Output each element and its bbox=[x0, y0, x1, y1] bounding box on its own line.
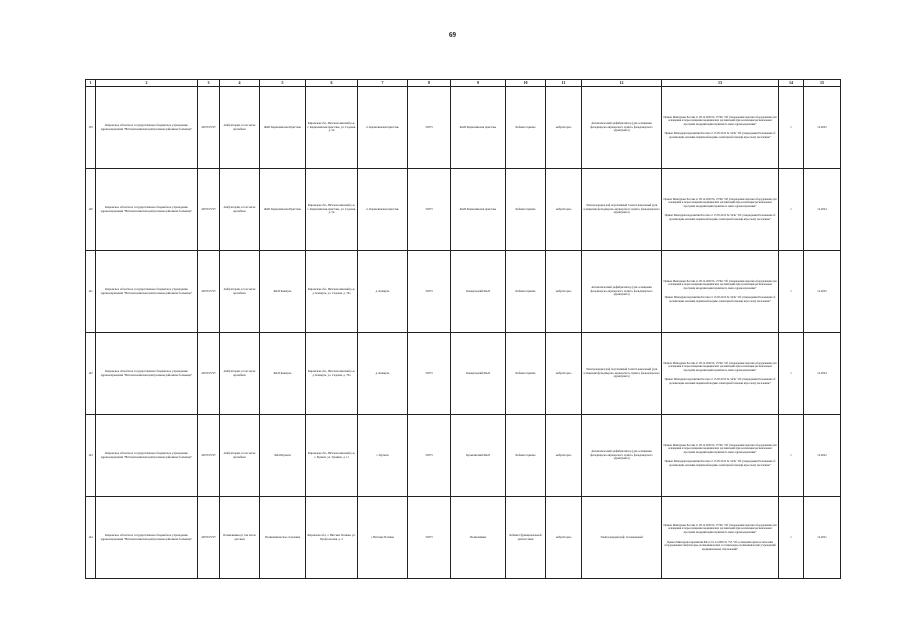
header-cell: 8 bbox=[408, 80, 451, 87]
table-cell: ФАП Кашкуль bbox=[260, 251, 306, 333]
table-cell: амбулаторно bbox=[546, 251, 582, 333]
table-cell: Кировская обл., Вятскополянский р-н, д. Кашкуль, ул. Садовая, д. 79а bbox=[306, 333, 358, 415]
header-cell: 11 bbox=[546, 80, 582, 87]
table-cell: Кабинет приема bbox=[506, 333, 546, 415]
header-row bbox=[86, 80, 841, 87]
table-cell: Кировское областное государственное бюджетное учреждение здравоохранения "Вятскополянская центральная районная больница" bbox=[96, 251, 198, 333]
table-cell: Кабинет приема bbox=[506, 251, 546, 333]
table-cell: Электрокардиограф портативный 3-или 6-канальный (для оснащения фельдшерско-акушерского пункта, фельдшерского здравпункта) bbox=[582, 169, 662, 251]
table-cell: 12.2024 bbox=[804, 333, 841, 415]
equipment-table bbox=[85, 79, 841, 579]
table-cell: Автоматический дефибриллятор (для оснащения фельдшерско-акушерского пункта, фельдшерского здравпункта) bbox=[582, 415, 662, 497]
table-cell: 1 bbox=[779, 87, 804, 169]
table-cell: ФАП Кашкуль bbox=[260, 333, 306, 415]
table-cell: Амбулатория, в том числе врачебная bbox=[220, 333, 260, 415]
table-cell: 4307015727 bbox=[198, 251, 220, 333]
regulation-text: Приказ Минздравсоцразвития России от 15.05.2012 № 543н "Об утверждении Положения об организации оказания первичной медико-санитарной помощи взрослому населению" bbox=[664, 214, 776, 221]
table-cell: 12.2025 bbox=[804, 87, 841, 169]
regulation-cell bbox=[662, 169, 779, 251]
table-cell: Поликлиническое отделение bbox=[260, 497, 306, 579]
table-cell: Кировское областное государственное бюджетное учреждение здравоохранения "Вятскополянская центральная районная больница" bbox=[96, 497, 198, 579]
table-cell: амбулаторно bbox=[546, 415, 582, 497]
regulation-cell bbox=[662, 497, 779, 579]
table-cell: 1 bbox=[779, 333, 804, 415]
regulation-text: Приказ Минздравсоцразвития РФ от 01.12.2005 № 753 "Об оснащении диагностическим оборудованием амбулаторно-поликлинических и стационарно-поликлинических учреждений муниципальных образований" bbox=[664, 540, 776, 551]
header-cell: 9 bbox=[451, 80, 506, 87]
header-cell: 10 bbox=[506, 80, 546, 87]
table-cell: Кировская обл., Вятскополянский р-н, с. Кармалинская пристань, ул. Садовая, д. 5в bbox=[306, 87, 358, 169]
table-cell: 142 bbox=[86, 333, 96, 415]
table-cell: Электрокардиограф 12-канальный bbox=[582, 497, 662, 579]
table-cell: 31873 bbox=[408, 169, 451, 251]
table-cell: Амбулатория, в том числе врачебная bbox=[220, 251, 260, 333]
table-cell: 12.2022 bbox=[804, 415, 841, 497]
table-cell: 144 bbox=[86, 497, 96, 579]
table-row bbox=[86, 497, 841, 579]
table-cell: 12.2025 bbox=[804, 251, 841, 333]
table-cell: 12.2024 bbox=[804, 169, 841, 251]
table-cell: 4307015727 bbox=[198, 87, 220, 169]
table-cell: Кабинет приема bbox=[506, 87, 546, 169]
regulation-text: Приказ Минздравсоцразвития России от 15.05.2012 № 543н "Об утверждении Положения об организации оказания первичной медико-санитарной помощи взрослому населению" bbox=[664, 296, 776, 303]
table-cell: ФАП Кулыги bbox=[260, 415, 306, 497]
table-cell: 31873 bbox=[408, 251, 451, 333]
table-cell: Автоматический дефибриллятор (для оснащения фельдшерско-акушерского пункта, фельдшерского здравпункта) bbox=[582, 87, 662, 169]
table-cell: 31873 bbox=[408, 87, 451, 169]
table-row bbox=[86, 415, 841, 497]
header-cell: 6 bbox=[306, 80, 358, 87]
table-cell: ФАП Кармалинская Пристань bbox=[260, 169, 306, 251]
table-cell: ФАП Кармалинская пристань bbox=[451, 169, 506, 251]
table-cell: 140 bbox=[86, 169, 96, 251]
regulation-cell bbox=[662, 87, 779, 169]
regulation-text: Приказ Минздрава России от 28.12.2020 № 1379н "Об утверждении перечня оборудования для оснащения и переоснащения медицинских организаций при реализации региональных программ модернизации первичного звена здравоохранения" bbox=[663, 279, 777, 290]
header-cell: 15 bbox=[804, 80, 841, 87]
table-cell: 143 bbox=[86, 415, 96, 497]
table-cell: Кулыгинский ФАП bbox=[451, 415, 506, 497]
table-cell: 31873 bbox=[408, 333, 451, 415]
regulation-text: Приказ Минздрава России от 28.12.2020 № 1379н "Об утверждении перечня оборудования для оснащения и переоснащения медицинских организаций при реализации региональных программ модернизации первичного звена здравоохранения" bbox=[663, 523, 777, 534]
table-cell: 1 bbox=[779, 415, 804, 497]
table-cell: Поликлиника (в том числе детская) bbox=[220, 497, 260, 579]
table-cell: 141 bbox=[86, 251, 96, 333]
regulation-cell bbox=[662, 415, 779, 497]
table-cell: с. Кулыги bbox=[358, 415, 408, 497]
table-cell: амбулаторно bbox=[546, 87, 582, 169]
table-cell: Кашкульский ФАП bbox=[451, 251, 506, 333]
table-cell: 1 bbox=[779, 497, 804, 579]
table-cell: Автоматический дефибриллятор (для оснащения фельдшерско-акушерского пункта, фельдшерского здравпункта) bbox=[582, 251, 662, 333]
regulation-cell bbox=[662, 251, 779, 333]
header-cell: 3 bbox=[198, 80, 220, 87]
table-cell: 31873 bbox=[408, 497, 451, 579]
regulation-text: Приказ Минздравсоцразвития России от 15.05.2012 № 543н "Об утверждении Положения об организации оказания первичной медико-санитарной помощи взрослому населению" bbox=[664, 460, 776, 467]
table-cell: Кабинет приема bbox=[506, 169, 546, 251]
header-cell: 4 bbox=[220, 80, 260, 87]
table-cell: 4307015727 bbox=[198, 333, 220, 415]
table-cell: 1 bbox=[779, 251, 804, 333]
table-cell: амбулаторно bbox=[546, 333, 582, 415]
table-cell: Кировская обл., Вятскополянский р-н, с. Кармалинская пристань, ул. Садовая, д. 5в bbox=[306, 169, 358, 251]
header-cell: 1 bbox=[86, 80, 96, 87]
regulation-text: Приказ Минздрава России от 28.12.2020 № 1379н "Об утверждении перечня оборудования для оснащения и переоснащения медицинских организаций при реализации региональных программ модернизации первичного звена здравоохранения" bbox=[663, 115, 777, 126]
table-cell: п. Кармалинская пристань bbox=[358, 169, 408, 251]
table-cell: д. Кашкуль bbox=[358, 333, 408, 415]
table-cell: Кировская обл., Вятскополянский р-н, д. Кашкуль, ул. Садовая, д. 79а bbox=[306, 251, 358, 333]
table-cell: ФАП Кармалинская Пристань bbox=[260, 87, 306, 169]
table-cell: ФАП Кармалинская пристань bbox=[451, 87, 506, 169]
header-cell: 2 bbox=[96, 80, 198, 87]
table-cell: 12.2021 bbox=[804, 497, 841, 579]
regulation-text: Приказ Минздрава России от 28.12.2020 № 1379н "Об утверждении перечня оборудования для оснащения и переоснащения медицинских организаций при реализации региональных программ модернизации первичного звена здравоохранения" bbox=[663, 197, 777, 208]
table-cell: Кировская обл., Вятскополянский р-н, с. Кулыги, ул. Гренина, д. 11 bbox=[306, 415, 358, 497]
table-cell: Кабинет приема bbox=[506, 415, 546, 497]
table-cell: Электрокардиограф портативный 3-или 6-канальный (для оснащения фельдшерско-акушерского пункта, фельдшерского здравпункта) bbox=[582, 333, 662, 415]
table-cell: г. Вятские Поляны bbox=[358, 497, 408, 579]
table-cell: Поликлиника bbox=[451, 497, 506, 579]
regulation-text: Приказ Минздрава России от 28.12.2020 № 1379н "Об утверждении перечня оборудования для оснащения и переоснащения медицинских организаций при реализации региональных программ модернизации первичного звена здравоохранения" bbox=[663, 361, 777, 372]
table-cell: Кировское областное государственное бюджетное учреждение здравоохранения "Вятскополянская центральная районная больница" bbox=[96, 169, 198, 251]
table-cell: 31873 bbox=[408, 415, 451, 497]
table-cell: Кировское областное государственное бюджетное учреждение здравоохранения "Вятскополянская центральная районная больница" bbox=[96, 87, 198, 169]
regulation-text: Приказ Минздрава России от 28.12.2020 № 1379н "Об утверждении перечня оборудования для оснащения и переоснащения медицинских организаций при реализации региональных программ модернизации первичного звена здравоохранения" bbox=[663, 443, 777, 454]
table-cell: амбулаторно bbox=[546, 497, 582, 579]
table-cell: Кировская обл., г. Вятские Поляны, ул. Профсоюзная, д. 2 bbox=[306, 497, 358, 579]
table-cell: 4307015727 bbox=[198, 497, 220, 579]
regulation-text: Приказ Минздравсоцразвития России от 15.05.2012 № 543н "Об утверждении Положения об организации оказания первичной медико-санитарной помощи взрослому населению" bbox=[664, 132, 776, 139]
table-cell: Амбулатория, в том числе врачебная bbox=[220, 87, 260, 169]
table-cell: 4307015727 bbox=[198, 415, 220, 497]
header-cell: 14 bbox=[779, 80, 804, 87]
table-cell: п. Кармалинская пристань bbox=[358, 87, 408, 169]
table-cell: Кировское областное государственное бюджетное учреждение здравоохранения "Вятскополянская центральная районная больница" bbox=[96, 415, 198, 497]
table-cell: Кировское областное государственное бюджетное учреждение здравоохранения "Вятскополянская центральная районная больница" bbox=[96, 333, 198, 415]
header-cell: 7 bbox=[358, 80, 408, 87]
table-row bbox=[86, 251, 841, 333]
table-cell: Амбулатория, в том числе врачебная bbox=[220, 415, 260, 497]
table-cell: амбулаторно bbox=[546, 169, 582, 251]
table-row bbox=[86, 169, 841, 251]
header-cell: 12 bbox=[582, 80, 662, 87]
table-cell: 4307015727 bbox=[198, 169, 220, 251]
table-cell: 1 bbox=[779, 169, 804, 251]
table-cell: Амбулатория, в том числе врачебная bbox=[220, 169, 260, 251]
header-cell: 5 bbox=[260, 80, 306, 87]
header-cell: 13 bbox=[662, 80, 779, 87]
table-cell: д. Кашкуль bbox=[358, 251, 408, 333]
page-number: 69 bbox=[449, 31, 456, 39]
table-cell: 139 bbox=[86, 87, 96, 169]
regulation-cell bbox=[662, 333, 779, 415]
table-cell: Кабинет функциональной диагностики bbox=[506, 497, 546, 579]
table-row bbox=[86, 87, 841, 169]
table-cell: Кашкульский ФАП bbox=[451, 333, 506, 415]
regulation-text: Приказ Минздравсоцразвития России от 15.05.2012 № 543н "Об утверждении Положения об организации оказания первичной медико-санитарной помощи взрослому населению" bbox=[664, 378, 776, 385]
table-row bbox=[86, 333, 841, 415]
